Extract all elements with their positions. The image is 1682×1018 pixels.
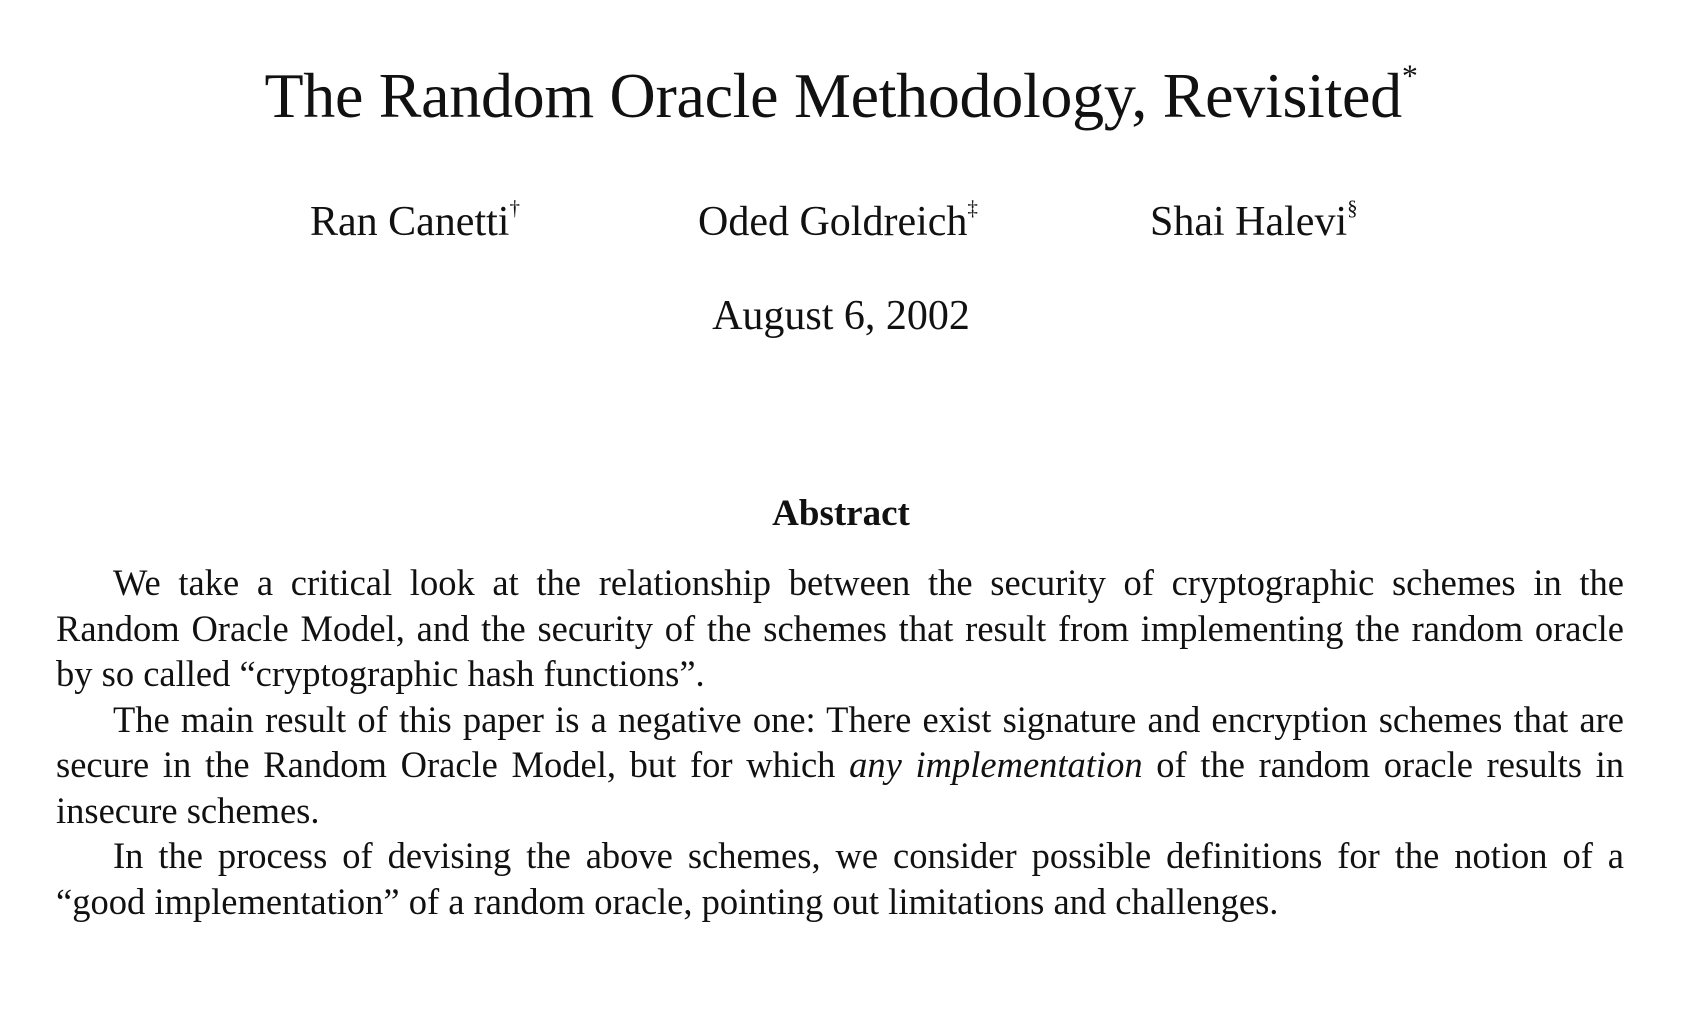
abstract-heading: Abstract	[772, 493, 910, 534]
paper-title	[0, 58, 1682, 134]
abstract-paragraph-2	[56, 697, 1624, 834]
title-footnote-mark: *	[1401, 57, 1418, 94]
paragraph-text-before: The main result of this paper is a negative one: There exist signature and encryption schemes that are secure in the Random Oracle Model, but for which	[56, 698, 1624, 785]
author-footnote-mark: ‡	[967, 196, 978, 221]
author-canetti	[310, 194, 520, 250]
author-footnote-mark: §	[1347, 196, 1358, 221]
paragraph-text-after: of the random oracle results in insecure schemes.	[56, 744, 1624, 831]
author-name: Ran Canetti	[310, 199, 510, 245]
abstract-paragraph-1: We take a critical look at the relationship between the security of cryptographic schemes in the Random Oracle Model, and the security of the schemes that result from implementing the random oracle by so called “cryptographic hash functions”.	[56, 562, 1624, 694]
author-name: Oded Goldreich	[698, 199, 968, 245]
emphasized-text: any implementation	[849, 744, 1143, 785]
author-list	[0, 194, 1682, 250]
publication-date: August 6, 2002	[712, 293, 970, 339]
author-halevi	[1150, 194, 1358, 250]
abstract-body	[56, 560, 1624, 924]
author-name: Shai Halevi	[1150, 199, 1348, 245]
author-goldreich	[698, 194, 978, 250]
author-footnote-mark: †	[509, 196, 520, 221]
abstract-paragraph-3: In the process of devising the above schemes, we consider possible definitions for the notion of a “good implementation” of a random oracle, pointing out limitations and challenges.	[56, 835, 1624, 922]
paper-title-text: The Random Oracle Methodology, Revisited	[264, 60, 1402, 131]
